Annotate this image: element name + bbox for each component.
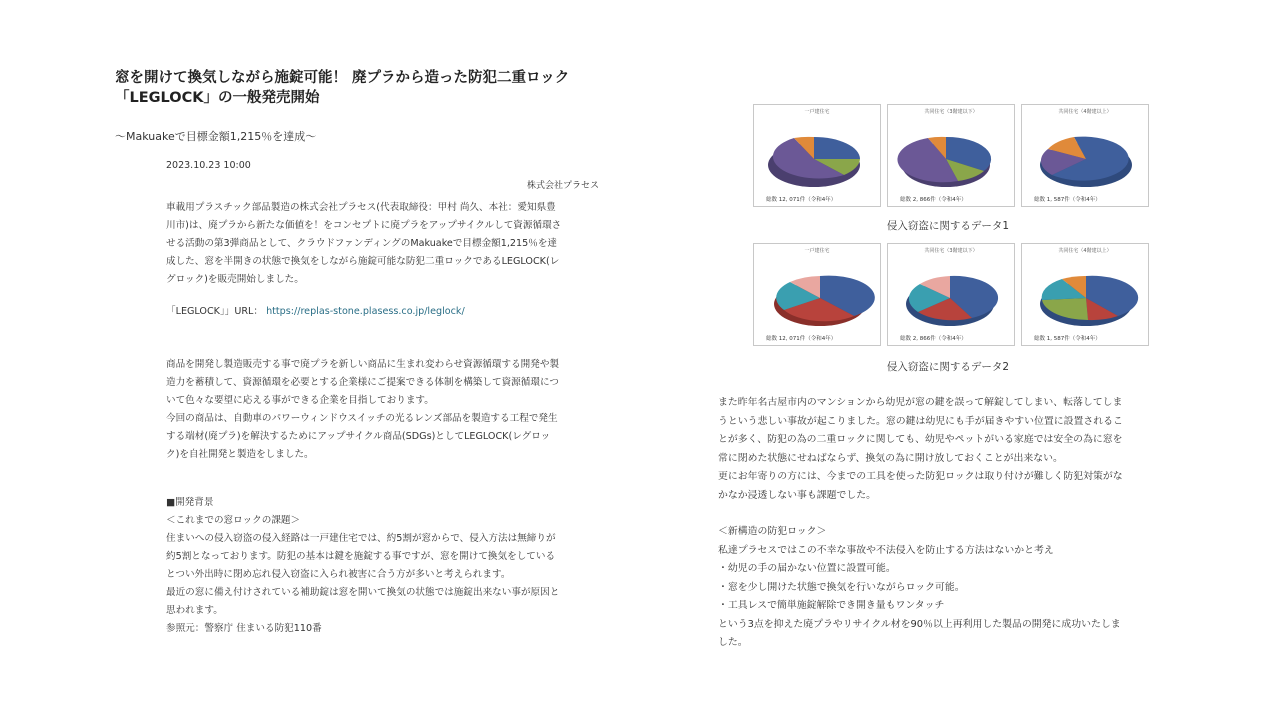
panel-title: 一戸建住宅 [804, 248, 830, 254]
panel-total: 総数 2, 866件（令和4年） [900, 336, 967, 342]
figure-caption-1: 侵入窃盗に関するデータ1 [886, 220, 1010, 232]
text-line: 商品を開発し製造販売する事で廃プラを新しい商品に生まれ変わらせ資源循環する開発や製 [166, 359, 560, 370]
figure-1-panels [753, 104, 1149, 207]
text-line: した。 [718, 637, 748, 648]
development-paragraph [166, 356, 599, 464]
panel-title: 一戸建住宅 [804, 109, 830, 115]
article-title-line1: 窓を開けて換気しながら施錠可能！ 廃プラから造った防犯二重ロック [115, 70, 570, 86]
text-line: する端材(廃プラ)を解決するためにアップサイクル商品(SDGs)としてLEGLOCK(レグロッ [166, 431, 551, 442]
panel-total: 総数 12, 071件（令和4年） [766, 336, 837, 342]
panel-total: 総数 1, 587件（令和4年） [1034, 197, 1101, 203]
pie-panel [1021, 243, 1149, 346]
text-line: ク)を自社開発と製造をしました。 [166, 449, 314, 460]
figure-caption-2: 侵入窃盗に関するデータ2 [886, 361, 1010, 373]
panel-title: 共同住宅（3階建以下） [924, 109, 978, 115]
bullet-item: ・工具レスで簡単施錠解除でき開き量もワンタッチ [718, 600, 945, 611]
text-line: いて色々な要望に応える事ができる企業を目指しております。 [166, 395, 434, 406]
reference-line: 参照元：警察庁 住まいる防犯110番 [166, 623, 322, 634]
text-line: 造力を蓄積して、資源循環を必要とする企業様にご提案できる体制を構築して資源循環につ [166, 377, 559, 388]
panel-total: 総数 2, 866件（令和4年） [900, 197, 967, 203]
pie-panel [887, 104, 1015, 207]
pie-chart-image [1022, 105, 1148, 206]
subsection-heading: ＜新構造の防犯ロック＞ [718, 526, 827, 537]
pie-chart-image [888, 244, 1014, 345]
text-line: 常に閉めた状態にせねばならず、換気の為に開け放しておくことが出来ない。 [718, 452, 1063, 464]
text-line: うという悲しい事故が起こりました。窓の鍵は幼児にも手が届きやすい位置に設置されるこ [718, 415, 1123, 427]
intro-paragraph [166, 199, 599, 289]
pie-chart-image [888, 105, 1014, 206]
pie-chart-image [754, 105, 880, 206]
text-line: という3点を抑えた廃プラやリサイクル材を90％以上再利用した製品の開発に成功いたしま [718, 618, 1121, 630]
text-line: 川市)は、廃プラから新たな価値を！をコンセプトに廃プラをアップサイクルして資源循環さ [166, 220, 562, 231]
text-line: 今回の商品は、自動車のパワーウィンドウスイッチの光るレンズ部品を製造する工程で発生 [166, 413, 558, 424]
subsection-heading: ＜これまでの窓ロックの課題＞ [166, 515, 301, 526]
panel-title: 共同住宅（4階建以上） [1058, 109, 1112, 115]
panel-total: 総数 1, 587件（令和4年） [1034, 336, 1101, 342]
text-line: 約5割となっております。防犯の基本は鍵を施錠する事ですが、窓を開けて換気をしている [166, 551, 556, 562]
pie-panel [753, 243, 881, 346]
section-heading: ■開発背景 [166, 497, 214, 508]
bullet-item: ・窓を少し開けた状態で換気を行いながらロック可能。 [718, 581, 965, 593]
url-label: 「LEGLOCK」」URL： [166, 306, 263, 317]
text-line: 思われます。 [166, 605, 223, 616]
text-line: かなか浸透しない事も課題でした。 [718, 489, 877, 501]
accident-paragraph [718, 394, 1178, 505]
text-line: 住まいへの侵入窃盗の侵入経路は一戸建住宅では、約5割が窓からで、侵入方法は無締りが [166, 533, 556, 544]
text-line: せる活動の第3弾商品として、クラウドファンディングのMakuakeで目標金額1,215％を達 [166, 238, 558, 249]
text-line: とが多く、防犯の為の二重ロックに関しても、幼児やペットがいる家庭では安全の為に窓を [718, 434, 1123, 445]
pie-panel [887, 243, 1015, 346]
panel-total: 総数 12, 071件（令和4年） [766, 197, 837, 203]
text-line: また昨年名古屋市内のマンションから幼児が窓の鍵を誤って解錠してしまい、転落してしま [718, 397, 1123, 408]
text-line: とつい外出時に閉め忘れ侵入窃盗に入られ被害に合う方が多いと考えられます。 [166, 569, 511, 580]
panel-title: 共同住宅（3階建以下） [924, 248, 978, 254]
figure-2-panels [753, 243, 1149, 346]
new-structure-section [718, 523, 1178, 653]
url-line [166, 303, 599, 321]
article-header [115, 68, 605, 144]
article-subtitle: 〜Makuakeで目標金額1,215％を達成〜 [115, 130, 317, 143]
pie-panel [1021, 104, 1149, 207]
pie-chart-image [1022, 244, 1148, 345]
publish-date: 2023.10.23 10:00 [166, 160, 251, 171]
panel-title: 共同住宅（4階建以上） [1058, 248, 1112, 254]
company-name: 株式会社プラセス [526, 181, 599, 191]
background-section [166, 494, 599, 638]
text-line: 成した、窓を半開きの状態で換気をしながら施錠可能な防犯二重ロックであるLEGLOCK(レ [166, 256, 560, 267]
text-line: グロック)を販売開始しました。 [166, 274, 304, 285]
text-line: 車載用プラスチック部品製造の株式会社プラセス(代表取締役：甲村 尚久、本社：愛知県豊 [166, 202, 556, 213]
pie-chart-image [754, 244, 880, 345]
text-line: 私達プラセスではこの不幸な事故や不法侵入を防止する方法はないかと考え [718, 544, 1054, 556]
product-url-link[interactable]: https://replas-stone.plasess.co.jp/leglock/ [266, 306, 465, 317]
pie-panel [753, 104, 881, 207]
text-line: 最近の窓に備え付けされている補助錠は窓を開いて換気の状態では施錠出来ない事が原因と [166, 587, 560, 598]
article-title-line2: 「LEGLOCK」の一般発売開始 [115, 90, 320, 106]
bullet-item: ・幼児の手の届かない位置に設置可能。 [718, 563, 896, 574]
text-line: 更にお年寄りの方には、今までの工具を使った防犯ロックは取り付けが難しく防犯対策がな [718, 471, 1123, 482]
